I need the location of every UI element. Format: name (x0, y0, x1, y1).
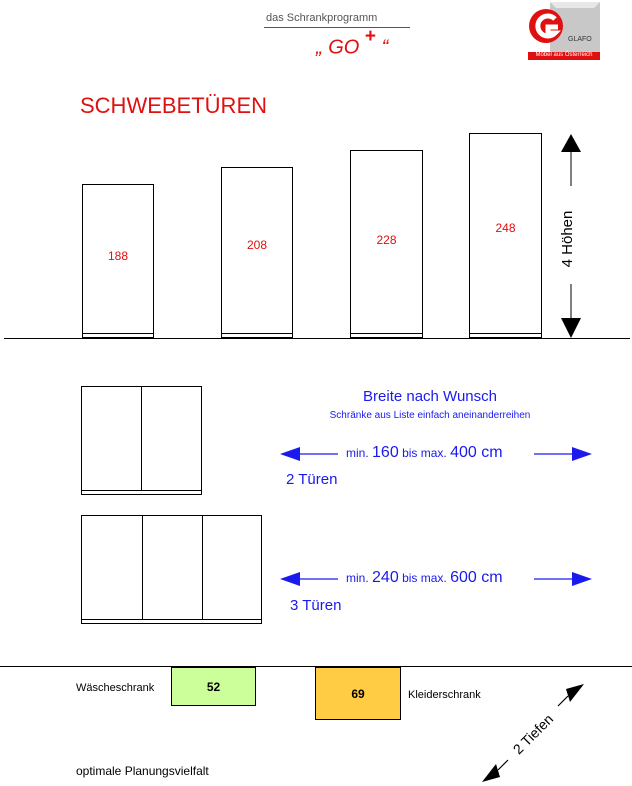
brand-quote-open: „ (316, 36, 323, 59)
brand-plus: + (364, 26, 377, 47)
door-divider (142, 516, 143, 619)
max-value: 600 cm (450, 569, 503, 586)
min-value: 240 (372, 569, 399, 586)
width-subtitle: Schränke aus Liste einfach aneinanderreihen (329, 410, 531, 421)
logo-tagline: Möbel aus Österreich (535, 52, 593, 58)
wardrobe-2-doors (81, 386, 202, 495)
cabinet-base (82, 619, 261, 620)
min-value: 160 (372, 444, 399, 461)
cabinet-height-208 (221, 167, 293, 338)
cabinet-base (222, 333, 292, 334)
footer-text: optimale Planungsvielfalt (76, 764, 209, 778)
doors-label-3: 3 Türen (290, 597, 342, 614)
cabinet-height-228 (350, 150, 423, 338)
width-range-3-doors (346, 569, 503, 587)
min-prefix: min. (346, 446, 369, 460)
depth-label-kleiderschrank: Kleiderschrank (408, 689, 481, 701)
depth-label-waescheschrank: Wäscheschrank (76, 682, 155, 694)
door-divider (141, 387, 142, 490)
min-prefix: min. (346, 571, 369, 585)
logo-name: GLAFO (568, 36, 592, 43)
heights-label: 4 Höhen (559, 210, 576, 268)
cabinet-base (82, 490, 201, 491)
subtitle-underline (264, 27, 410, 28)
width-range-2-doors (346, 444, 503, 462)
door-divider (202, 516, 203, 619)
brand-quote-close: “ (381, 36, 389, 59)
cabinet-base (83, 333, 153, 334)
wardrobe-3-doors (81, 515, 262, 624)
brand-go: GO (328, 36, 360, 59)
cabinet-base (351, 333, 422, 334)
mid-text: bis max. (402, 571, 447, 585)
glafo-logo-icon (528, 2, 600, 60)
cabinet-height-188 (82, 184, 154, 338)
page-title: SCHWEBETÜREN (80, 93, 268, 118)
height-value: 228 (376, 233, 397, 247)
height-value: 208 (246, 238, 268, 252)
cabinet-base (470, 333, 541, 334)
width-title: Breite nach Wunsch (363, 388, 497, 405)
floor-line (4, 338, 630, 339)
height-value: 248 (495, 221, 516, 235)
cabinet-height-248 (469, 133, 542, 338)
doors-label-2: 2 Türen (286, 471, 338, 488)
brand-name (316, 26, 389, 60)
mid-text: bis max. (402, 446, 447, 460)
height-value: 188 (107, 249, 129, 263)
depths-label: 2 Tiefen (509, 710, 557, 758)
depth-box-52: 52 (171, 667, 256, 706)
depth-box-69: 69 (315, 667, 401, 720)
program-subtitle: das Schrankprogramm (266, 12, 378, 24)
max-value: 400 cm (450, 444, 503, 461)
